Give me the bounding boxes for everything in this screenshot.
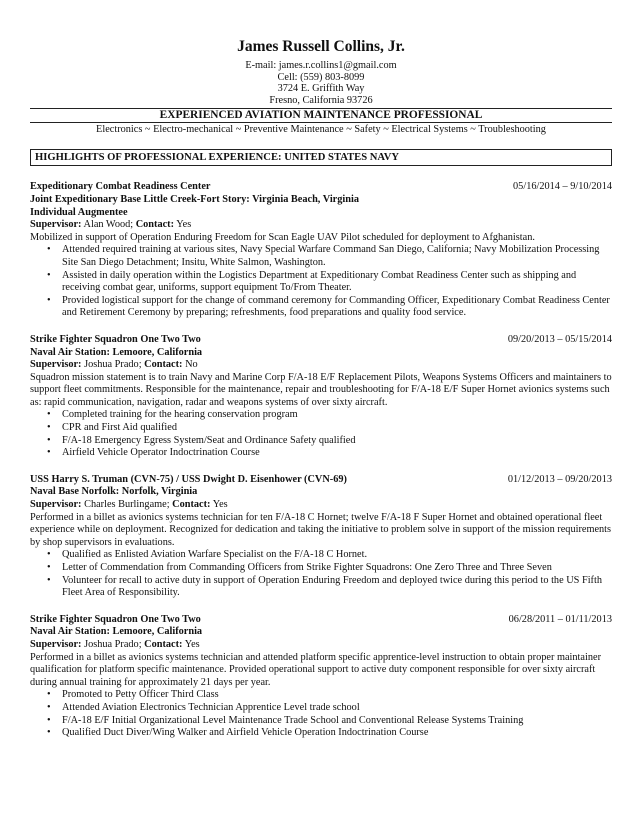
job-heading-row xyxy=(30,614,612,627)
job-supervisor-line xyxy=(30,219,612,232)
bullet-item xyxy=(30,689,612,702)
skills-line: Electronics ~ Electro-mechanical ~ Preventive Maintenance ~ Safety ~ Electrical Systems ~ Troubleshooting xyxy=(96,124,546,136)
job-supervisor-line xyxy=(30,639,612,652)
bullet-item xyxy=(30,447,612,460)
street-address: 3724 E. Griffith Way xyxy=(277,83,365,95)
experience-section-title: HIGHLIGHTS OF PROFESSIONAL EXPERIENCE: UNITED STATES NAVY xyxy=(30,149,612,166)
supervisor-name: Joshua Prado; xyxy=(84,359,142,371)
bullet-text: Assisted in daily operation within the Logistics Department at Expeditionary Combat Readiness Center such as shipping and receiving combat gear, uniforms, support equipment To/From Theater. xyxy=(62,269,577,294)
bullet-text: Qualified Duct Diver/Wing Walker and Airfield Vehicle Operation Indoctrination Course xyxy=(62,727,429,739)
city-address: Fresno, California 93726 xyxy=(269,94,373,106)
email-line: E-mail: james.r.collins1@gmail.com xyxy=(245,60,397,71)
job-location: Naval Air Station: Lemoore, California xyxy=(30,626,203,638)
bullet-icon: • xyxy=(47,244,51,256)
supervisor-name: Joshua Prado; xyxy=(84,638,142,650)
bullet-text: Volunteer for recall to active duty in support of Operation Enduring Freedom and deployed twice during this period to the US Fifth Fleet Area of Responsibility. xyxy=(62,574,602,599)
contact-label: Contact: xyxy=(144,359,183,371)
supervisor-label: Supervisor: xyxy=(30,219,82,231)
job-dates: 01/12/2013 – 09/20/2013 xyxy=(507,473,612,485)
bullet-icon: • xyxy=(47,294,51,306)
contact-value: Yes xyxy=(212,499,228,511)
job-organization: Strike Fighter Squadron One Two Two xyxy=(30,613,201,625)
experience-list xyxy=(30,181,612,739)
bullet-icon: • xyxy=(47,574,51,586)
supervisor-name: Alan Wood; xyxy=(83,219,134,231)
job-bullets xyxy=(30,244,612,320)
job-description: Performed in a billet as avionics systems technician and attended platform specific apprentice-level instruction to obtain proper maintainer qualification for platform specific maintenance. Provided operational support to active duty component responsible for over sixty aircraft during annual training for approximately 21 days per year. xyxy=(30,651,601,688)
job-organization: Expeditionary Combat Readiness Center xyxy=(30,181,211,193)
bullet-icon: • xyxy=(47,434,51,446)
bullet-item xyxy=(30,422,612,435)
job-supervisor-line xyxy=(30,359,612,372)
supervisor-label: Supervisor: xyxy=(30,499,82,511)
bullet-item xyxy=(30,562,612,575)
contact-label: Contact: xyxy=(172,499,211,511)
job-heading-row xyxy=(30,334,612,347)
bullet-icon: • xyxy=(47,727,51,739)
job-organization: USS Harry S. Truman (CVN-75) / USS Dwight D. Eisenhower (CVN-69) xyxy=(30,473,347,485)
bullet-text: CPR and First Aid qualified xyxy=(62,422,177,434)
bullet-text: F/A-18 Emergency Egress System/Seat and Ordinance Safety qualified xyxy=(62,434,356,446)
job-bullets xyxy=(30,409,612,459)
supervisor-name: Charles Burlingame; xyxy=(84,499,170,511)
bullet-icon: • xyxy=(47,269,51,281)
job-heading-row xyxy=(30,474,612,487)
contact-label: Contact: xyxy=(135,219,175,231)
job-heading-row xyxy=(30,181,612,194)
bullet-item xyxy=(30,727,612,740)
bullet-text: Airfield Vehicle Operator Indoctrination Course xyxy=(62,447,260,459)
job-role: Individual Augmentee xyxy=(30,206,128,218)
job-location: Joint Expeditionary Base Little Creek-Fort Story: Virginia Beach, Virginia xyxy=(30,193,360,205)
bullet-item xyxy=(30,715,612,728)
bullet-text: Provided logistical support for the change of command ceremony for Commanding Officer, Expeditionary Combat Readiness Center and Retirement Ceremony by preparing; refreshments, food preparations and quality food service. xyxy=(62,294,610,319)
professional-headline: EXPERIENCED AVIATION MAINTENANCE PROFESSIONAL xyxy=(30,108,612,123)
job-organization: Strike Fighter Squadron One Two Two xyxy=(30,333,201,345)
bullet-icon: • xyxy=(47,549,51,561)
bullet-item xyxy=(30,549,612,562)
bullet-item xyxy=(30,244,612,269)
bullet-icon: • xyxy=(47,409,51,421)
job-bullets xyxy=(30,689,612,739)
bullet-icon: • xyxy=(47,422,51,434)
bullet-icon: • xyxy=(47,562,51,573)
job-location: Naval Air Station: Lemoore, California xyxy=(30,346,203,358)
bullet-icon: • xyxy=(47,447,51,459)
resume-header xyxy=(30,38,612,106)
bullet-icon: • xyxy=(47,689,51,701)
job-dates: 09/20/2013 – 05/15/2014 xyxy=(507,333,612,345)
job-entry xyxy=(30,614,612,740)
contact-value: No xyxy=(185,359,198,371)
job-dates: 06/28/2011 – 01/11/2013 xyxy=(508,613,612,625)
bullet-text: Promoted to Petty Officer Third Class xyxy=(62,689,219,701)
supervisor-label: Supervisor: xyxy=(30,638,82,650)
supervisor-label: Supervisor: xyxy=(30,359,82,371)
cell-line: Cell: (559) 803-8099 xyxy=(277,71,365,83)
bullet-text: Qualified as Enlisted Aviation Warfare Specialist on the F/A-18 C Hornet. xyxy=(62,549,368,561)
applicant-name: James Russell Collins, Jr. xyxy=(237,38,405,55)
job-description: Mobilized in support of Operation Enduring Freedom for Scan Eagle UAV Pilot scheduled for deployment to Afghanistan. xyxy=(30,231,535,243)
job-entry xyxy=(30,474,612,600)
bullet-item xyxy=(30,409,612,422)
job-entry xyxy=(30,181,612,320)
contact-value: Yes xyxy=(176,219,192,231)
job-description: Performed in a billet as avionics systems technician for ten F/A-18 C Hornet; twelve F/A-18 F Super Hornet and obtained operational fleet experience while on deployment. Recognized for dedication and taking the initiative to problem solve in support of the mission requirements by shop supervisors in evaluations. xyxy=(30,511,612,548)
bullet-icon: • xyxy=(47,701,51,713)
bullet-text: F/A-18 E/F Initial Organizational Level Maintenance Trade School and Conventional Release Systems Training xyxy=(62,714,524,726)
bullet-text: Completed training for the hearing conservation program xyxy=(62,409,298,421)
job-location: Naval Base Norfolk: Norfolk, Virginia xyxy=(30,486,198,498)
job-supervisor-line xyxy=(30,499,612,512)
job-description: Squadron mission statement is to train Navy and Marine Corp F/A-18 E/F Replacement Pilots, Weapons Systems Officers and maintainers to support fleet commitments. Responsible for the maintenance, repair and troubleshooting for F/A-18 E/F Super Hornet avionics systems such as: rapid communication, navigation, radar and weapons systems of over sixty aircraft. xyxy=(30,371,612,408)
bullet-item xyxy=(30,702,612,715)
bullet-text: Attended required training at various sites, Navy Special Warfare Command San Diego, California; Navy Mobilization Processing Site San Diego Detachment; Insitu, White Salmon, Washington. xyxy=(62,244,600,268)
bullet-text: Attended Aviation Electronics Technician Apprentice Level trade school xyxy=(62,701,360,713)
bullet-icon: • xyxy=(47,714,51,726)
contact-label: Contact: xyxy=(144,638,183,650)
job-dates: 05/16/2014 – 9/10/2014 xyxy=(513,181,612,193)
bullet-item xyxy=(30,270,612,295)
bullet-item xyxy=(30,295,612,320)
contact-value: Yes xyxy=(184,638,200,650)
bullet-text: Letter of Commendation from Commanding Officers from Strike Fighter Squadrons: One Zero Three and Three Seven xyxy=(62,562,552,573)
bullet-item xyxy=(30,575,612,600)
job-bullets xyxy=(30,549,612,599)
job-entry xyxy=(30,334,612,460)
bullet-item xyxy=(30,435,612,448)
